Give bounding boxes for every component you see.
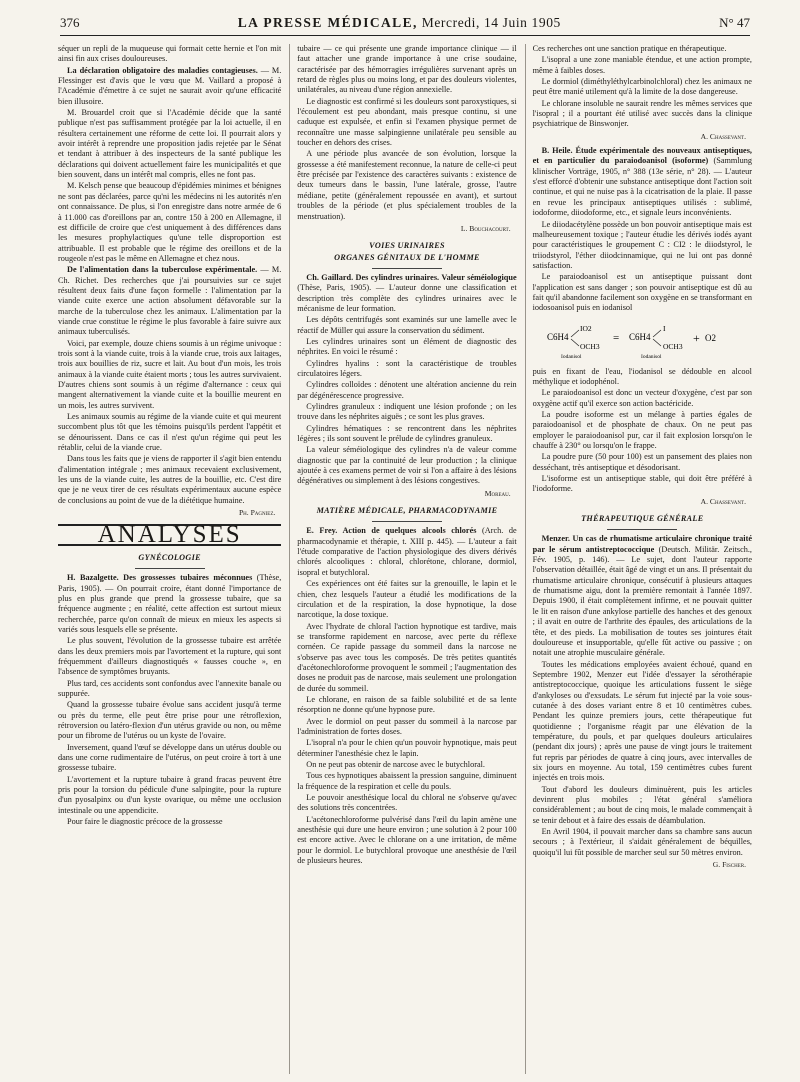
paragraph-text: (Thèse, Paris, 1905). — On pourrait croire, étant donné l'importance de plus en plus grande que prend la grossesse tubaire, que sa fréquence augmente ; en réalité, cette affection est surtout mieux recherchée, parce qu'on connaît de mieux en mieux les aspects si variés sous lesquels elle se présente.	[58, 573, 282, 634]
paragraph: En Avril 1904, il pouvait marcher dans sa chambre sans aucun secours ; à l'extérieur, il s'aidait généralement de béquilles, quoiqu'il lui fût possible de marcher seul sur 50 mètres environ.	[532, 827, 752, 857]
author-signature: Ph. Pagniez.	[238, 508, 276, 518]
paragraph-text: (Sammlung klinischer Vorträge, 1905, n° 388 (13e série, n° 28). — L'auteur s'est efforcé d'obtenir une substance antiseptique dont l'action soit continue, et qui ne nuise pas à la cicatrisation de la plaie. Il passe en revue les principaux antiseptiques utilisés : sublimé, iodoforme, diiodoforme, etc., et signale leurs inconvénients.	[532, 156, 752, 218]
paragraph: Tout d'abord les douleurs diminuèrent, puis les articles devinrent plus mobiles ; l'état général s'améliora considérablement ; au bout de cinq mois, le malade commençait à se tenir debout et à faire des essais de déambulation.	[532, 784, 752, 825]
paragraph: Cylindres hyalins : sont la caractéristique de troubles circulatoires légers.	[297, 358, 517, 378]
page-header	[60, 10, 750, 36]
formula-equals: =	[613, 331, 620, 344]
rubric-title: VOIES URINAIRES	[369, 241, 445, 251]
formula-oxygen: O2	[705, 332, 717, 343]
paragraph: puis en fixant de l'eau, l'iodanisol se dédouble en alcool méthylique et iodophénol.	[532, 366, 752, 386]
formula-right-bottom: OCH3	[663, 341, 683, 351]
paragraph-text: — M. Flessinger est d'avis que le vœu que M. Vaillard a proposé à l'Académie d'émettre à ce sujet ne saurait avoir qu'une efficacité bien illusoire.	[58, 65, 282, 106]
article-heading: Menzer. Un cas de rhumatisme articulaire chronique traité par le sérum antistreptococcique	[532, 534, 752, 554]
paragraph: Le paraiodoanisol est un antiseptique puissant dont l'application est sans danger ; son pouvoir antiseptique est dû au fait qu'il abandonne facilement son oxygène en se transformant en iodosoanisol puis en iodanisol	[532, 272, 752, 313]
paragraph: M. Brouardel croit que si l'Académie décide que la santé publique n'est pas suffisamment protégée par la loi actuelle, il en résultera certainement une réforme de cette loi. Il pourrait alors y avoir intérêt à reprendre une proposition jadis rejetée par le Sénat et tendant à attribuer à des inspecteurs de la santé publique les déclarations qui doivent actuellement faire les municipalités et que bien souvent, dans un intérêt mal compris, elles ne font pas.	[58, 108, 282, 180]
article-heading: Ch. Gaillard. Des cylindres urinaires. Valeur séméiologique	[306, 272, 517, 282]
paragraph: Plus tard, ces accidents sont confondus avec l'annexite banale ou suppurée.	[58, 678, 282, 698]
chemical-formula	[533, 319, 752, 361]
paragraph: Cylindres hématiques : se rencontrent dans les néphrites légères ; ils sont souvent le prélude de cylindres granuleux.	[297, 423, 517, 444]
paragraph: Le plus souvent, l'évolution de la grossesse tubaire est arrêtée dans les deux premiers mois par l'avortement et la rupture, qui sont fréquemment d'ailleurs diagnostiqués « fausses couche », en l'absence de symptômes bruyants.	[58, 636, 282, 677]
author-signature: A. Chassevant.	[700, 496, 746, 506]
paragraph: L'isopral n'a pour le chien qu'un pouvoir hypnotique, mais peut déterminer l'anesthésie chez le lapin.	[297, 738, 517, 758]
paragraph: Le paraiodoanisol est donc un vecteur d'oxygène, c'est par son oxygène actif qu'il exerce son action bactéricide.	[532, 388, 752, 408]
paragraph: Quand la grossesse tubaire évolue sans accident jusqu'à terme ou près du terme, elle peut être prise pour une rétroflexion, rétroversion ou latéro-flexion d'un utérus gravide ou non, ou même pour un fibrome de l'utérus ou un kyste de l'ovaire.	[58, 700, 282, 741]
paragraph: L'acétonechloroforme pulvérisé dans l'œil du lapin amène une anesthésie qui dure une heure environ ; une solution à 2 pour 100 est encore active. Avec le chlorane on a une irritation, de même pour le dormiol. Le butychloral provoque une anesthésie de l'œil de plusieurs heures.	[297, 814, 517, 866]
paragraph: Tous ces hypnotiques abaissent la pression sanguine, diminuent la fréquence de la respiration et celle du pouls.	[297, 771, 517, 791]
rubric-rule	[135, 568, 205, 569]
rubric-rule	[372, 268, 442, 269]
bond-line	[571, 330, 579, 337]
paragraph-text: (Arch. de pharmacodynamie et thérapie, t. XIII p. 445). — L'auteur a fait l'étude comparative de l'action physiologique des divers dérivés chlorés alcooliques : chloral, chlorétone, chlorane, dormiol, isopral et butychloral.	[297, 526, 517, 577]
analyses-banner: ANALYSES	[58, 524, 281, 545]
paragraph	[297, 526, 516, 578]
rubric-rule	[607, 529, 677, 530]
paragraph: A une période plus avancée de son évolution, lorsque la grossesse a été manifestement reconnue, la nature de celle-ci peut être précisée par l'existence des caractères suivants : existence de deux tumeurs dans le bassin, l'une latérale, grosse, l'autre médiane, petite (généralement repoussée en avant), et surtout troubles de la période (et plus spécialement troubles de la menstruation).	[297, 149, 517, 221]
paragraph: Le diagnostic est confirmé si les douleurs sont paroxystiques, si l'écoulement est peu abondant, mais presque continu, si une caduque est expulsée, et enfin si l'examen physique permet de reconnaître une masse salpingienne unilatérale peu sensible au toucher en dehors des crises.	[297, 96, 517, 148]
author-signature: L. Bouchacourt.	[460, 223, 511, 233]
formula-plus: +	[693, 330, 701, 345]
paragraph: Cylindres colloïdes : dénotent une altération ancienne du rein par dégénérescence progressive.	[297, 380, 517, 400]
paragraph-text: — M. Ch. Richet. Des recherches que j'ai poursuivies sur ce sujet résultent deux faits d'une façon formelle : l'alimentation par la viande cuite exerce une action absolument défavorable sur la marche de la tuberculose chez les animaux. L'alimentation par la viande crue constitue le régime le plus favorable à faire suivre aux animaux tuberculisés.	[58, 265, 282, 337]
paragraph	[533, 146, 752, 218]
formula-left-base: C6H4	[547, 331, 569, 342]
article-heading: B. Heile. Étude expérimentale des nouveaux antiseptiques, et en particulier du paraiodoanisol (isoforme)	[532, 146, 752, 166]
paragraph	[533, 534, 752, 658]
paragraph: Le chlorane, en raison de sa faible solubilité et de sa lente résorption ne donne qu'une hypnose pure.	[297, 694, 517, 715]
page-number: 376	[60, 15, 80, 30]
article-heading: E. Frey. Action de quelques alcools chlorés	[306, 526, 477, 536]
paragraph: Le chlorane insoluble ne saurait rendre les mêmes services que l'isopral ; il a pourtant été utilisé avec succès dans la clinique psychiatrique de Binswonjer.	[532, 98, 752, 129]
bond-line	[653, 330, 661, 337]
section-heading: La déclaration obligatoire des maladies contagieuses.	[67, 65, 258, 75]
formula-right-top: I	[663, 323, 666, 333]
formula-left-bottom: OCH3	[580, 341, 600, 351]
running-title	[238, 15, 561, 31]
rubric-title: THÉRAPEUTIQUE GÉNÉRALE	[581, 514, 704, 524]
formula-left-label: Iodanisol	[561, 353, 582, 360]
paragraph-text: (Thèse, Paris, 1905). — L'auteur donne une classification et description très complète des cylindres urinaires avec le mécanisme de leur formation.	[297, 283, 517, 313]
paragraph: séquer un repli de la muqueuse qui formait cette hernie et l'on mit ainsi fin aux crises douloureuses.	[58, 44, 282, 64]
paragraph: Le diiodacétylène possède un bon pouvoir antiseptique mais est malheureusement toxique ; l'auteur étudie les dérivés iodés ayant pour caractéristiques le groupement C : CI2 : le diiodstyrol, le triiodstyrol, l'éther diiodcinnamique, qui ne lui ont pas donné satisfaction.	[532, 219, 752, 270]
rubric-subtitle: ORGANES GÉNITAUX DE L'HOMME	[334, 252, 480, 262]
formula-right-label: Iodanisol	[641, 353, 662, 360]
paragraph: La poudre isoforme est un mélange à parties égales de paraiodoanisol et de phosphate de chaux. On ne peut pas employer le paraiodoanisol pur, car il fait explosion lorsqu'on le chauffe à 230° ou lorsqu'on le frappe.	[532, 409, 752, 450]
paragraph: Ces expériences ont été faites sur la grenouille, le lapin et le chien, chez lesquels l'auteur a étudié les modifications de la circulation et de la respiration, la dose hypnotique, la dose narcotique, la dose toxique.	[297, 579, 517, 620]
author-signature: G. Fischer.	[712, 860, 746, 870]
issue-number: N° 47	[719, 15, 750, 30]
issue-date: Mercredi, 14 Juin 1905	[421, 15, 561, 30]
paragraph: Cylindres granuleux : indiquent une lésion profonde ; on les trouve dans les néphrites aiguës ; ce sont les plus graves.	[297, 402, 517, 422]
paragraph: Avec le dormiol on peut passer du sommeil à la narcose par l'administration de fortes doses.	[297, 716, 517, 736]
paragraph: Les cylindres urinaires sont un élément de diagnostic des néphrites. En voici le résumé :	[297, 336, 517, 357]
paragraph: Ces recherches ont une sanction pratique en thérapeutique.	[532, 44, 727, 53]
column-right	[525, 44, 752, 1074]
paragraph: Avec l'hydrate de chloral l'action hypnotique est tardive, mais se transforme rapidement en narcose, avec perte du réflexe cornéen. Ce rapide passage du sommeil dans la narcose ne s'observe pas avec tous les composés. De très petites quantités d'acétonechloroforme provoquent le sommeil ; l'augmentation des doses ne produit pas de narcose, mais seulement une prolongation de durée du sommeil.	[297, 621, 517, 693]
paragraph	[58, 573, 281, 635]
paragraph: M. Kelsch pense que beaucoup d'épidémies minimes et bénignes ne sont pas déclarées, parce qu'ni les médecins ni les autorités n'en ont connaissance. De plus, si l'on enregistre dans notre armée de 6 à 11.000 cas d'oreillons par an, contre 150 à 200 en Allemagne, il est difficile de croire que c'est uniquement à des différences dans les mesures prophylactiques qu'une telle disproportion est attribuable. Il est probable que le régime des oreillons et de la rougeole n'est pas le même en Allemagne et chez nous.	[58, 181, 282, 263]
rubric-rule	[372, 521, 442, 522]
paragraph: Inversement, quand l'œuf se développe dans un utérus double ou dans une corne rudimentaire de l'utérus, on peut croire à tort à une grossesse tubaire.	[58, 742, 282, 773]
paragraph	[58, 66, 281, 107]
paragraph: Les dépôts centrifugés sont examinés sur une lamelle avec le réactif de Müller qui assure la conservation du sédiment.	[297, 315, 517, 335]
article-heading: H. Bazalgette. Des grossesses tubaires méconnues	[67, 573, 253, 583]
paragraph: La valeur séméiologique des cylindres n'a de valeur comme diagnostic que par la continuité de leur production ; la clinique ajoutée à ces examens permet de voir si l'on a affaire à des lésions dégénératives ou simplement à des lésions congestives.	[297, 445, 517, 486]
paragraph: Pour faire le diagnostic précoce de la grossesse	[67, 817, 223, 827]
author-signature: A. Chassevant.	[700, 131, 746, 141]
paragraph	[297, 273, 516, 314]
author-signature: Moreau.	[484, 488, 511, 498]
formula-right-base: C6H4	[629, 331, 651, 342]
section-heading: De l'alimentation dans la tuberculose expérimentale.	[67, 265, 258, 275]
paragraph-text: (Deutsch. Militär. Zeitsch., Fév. 1905, p. 146). — Le sujet, dont l'auteur rapporte l'observation détaillée, était âgé de vingt et un ans. Il présentait du rhumatisme articulaire chronique, consécutif à plusieurs attaques de rhumatisme aigu, dont la première remontait à l'année 1897. Depuis 1900, il était complètement infirme, et ne pouvait quitter le lit en raison d'une ankylose partielle des hanches et des genoux ; il avait en outre de l'arthrite des épaules, des articulations de la tête, et des pieds. La mobilisation de toutes ses jointures était douloureuse et insupportable, qu'elle fût active ou passive ; on notait une atrophie musculaire générale.	[532, 544, 752, 658]
journal-name: LA PRESSE MÉDICALE,	[237, 15, 418, 30]
column-left	[58, 44, 281, 1074]
formula-left-top: IO2	[580, 323, 592, 333]
paragraph: L'isoforme est un antiseptique stable, qui doit être préféré à l'iodoforme.	[532, 474, 752, 494]
paragraph	[58, 265, 281, 337]
rubric-title: MATIÈRE MÉDICALE, PHARMACODYNAMIE	[316, 506, 498, 516]
paragraph: tubaire — ce qui présente une grande importance clinique — il faut attacher une grande importance à une crise soudaine, caractérisée par des hémorragies irrégulières survenant après un retard de règles plus ou moins long, et par des douleurs violentes, unilatérales, au niveau d'une région annexielle.	[297, 44, 517, 95]
paragraph: Les animaux soumis au régime de la viande cuite et qui meurent succombent plus tôt que les témoins puisqu'ils perdent l'appétit et se dénourissent. Dans ce cas il n'est qu'un régime qui peut les rétablir, celui de la viande crue.	[58, 412, 282, 453]
paragraph: Dans tous les faits que je viens de rapporter il s'agit bien entendu d'alimentation intégrale ; mes animaux recevaient exclusivement, les uns de la viande cuite, les autres de la bouillie, etc. C'est dire que je ne veux tirer de ces résultats expérimentaux aucune espèce de conclusions au point de vue de la diététique humaine.	[58, 454, 282, 505]
bond-line	[653, 339, 661, 346]
bond-line	[571, 339, 579, 346]
paragraph: La poudre pure (50 pour 100) est un pansement des plaies non desséchant, très antiseptique et désodorisant.	[532, 452, 752, 472]
paragraph: On ne peut pas obtenir de narcose avec le butychloral.	[306, 760, 485, 769]
paragraph: Toutes les médications employées avaient échoué, quand en Septembre 1902, Menzer eut l'idée d'essayer la sérothérapie antistreptococcique, quoique les articulations fussent le siège d'ankyloses ou d'exsudats. Le sérum fut injecté par la voie sous-cutanée à des doses variant entre 8 et 10 centimètres cubes. Pendant les quinze premiers jours, cette thérapeutique fut quotidienne ; l'organisme réagit par une élévation de la température, du pouls, et par quelques douleurs articulaires (pendant dix jours) ; après une pause de vingt jours le traitement fut repris par périodes de quatre à cinq jours, avec intervalles de six jours en moyenne. Au total, 159 centimètres cubes furent injectés en trois mois.	[532, 659, 752, 783]
column-middle	[289, 44, 516, 1074]
article-columns	[58, 44, 752, 1074]
paragraph: Voici, par exemple, douze chiens soumis à un régime univoque : trois sont à la viande cuite, trois à la viande crue, trois aux laitages, trois aux bouillies de riz, sucre et lait. Au bout d'un mois, les trois animaux à la viande cuite étaient morts ; tous les autres survivaient. D'autres chiens sont soumis à un régime d'alternance : ceux qui mangent alternativement la viande cuite et la bouillie meurent en un mois, les autres survivent.	[58, 338, 282, 410]
paragraph: L'avortement et la rupture tubaire à grand fracas peuvent être pris pour la torsion du pédicule d'une salpingite, pour la rupture d'un pyosalpinx ou d'un kyste ovarique, ou même une occlusion intestinale ou une appendicite.	[58, 774, 282, 815]
paragraph: L'isopral a une zone maniable étendue, et une action prompte, même à faibles doses.	[532, 55, 752, 75]
paragraph: Le pouvoir anesthésique local du chloral ne s'observe qu'avec des solutions très concentrées.	[297, 793, 517, 813]
formula-svg	[537, 320, 747, 360]
rubric-title: GYNÉCOLOGIE	[138, 552, 201, 562]
paragraph: Le dormiol (diméthyléthylcarbinolchloral) chez les animaux ne peut être manié utilement qu'à la limite de la dose dangereuse.	[532, 77, 752, 97]
